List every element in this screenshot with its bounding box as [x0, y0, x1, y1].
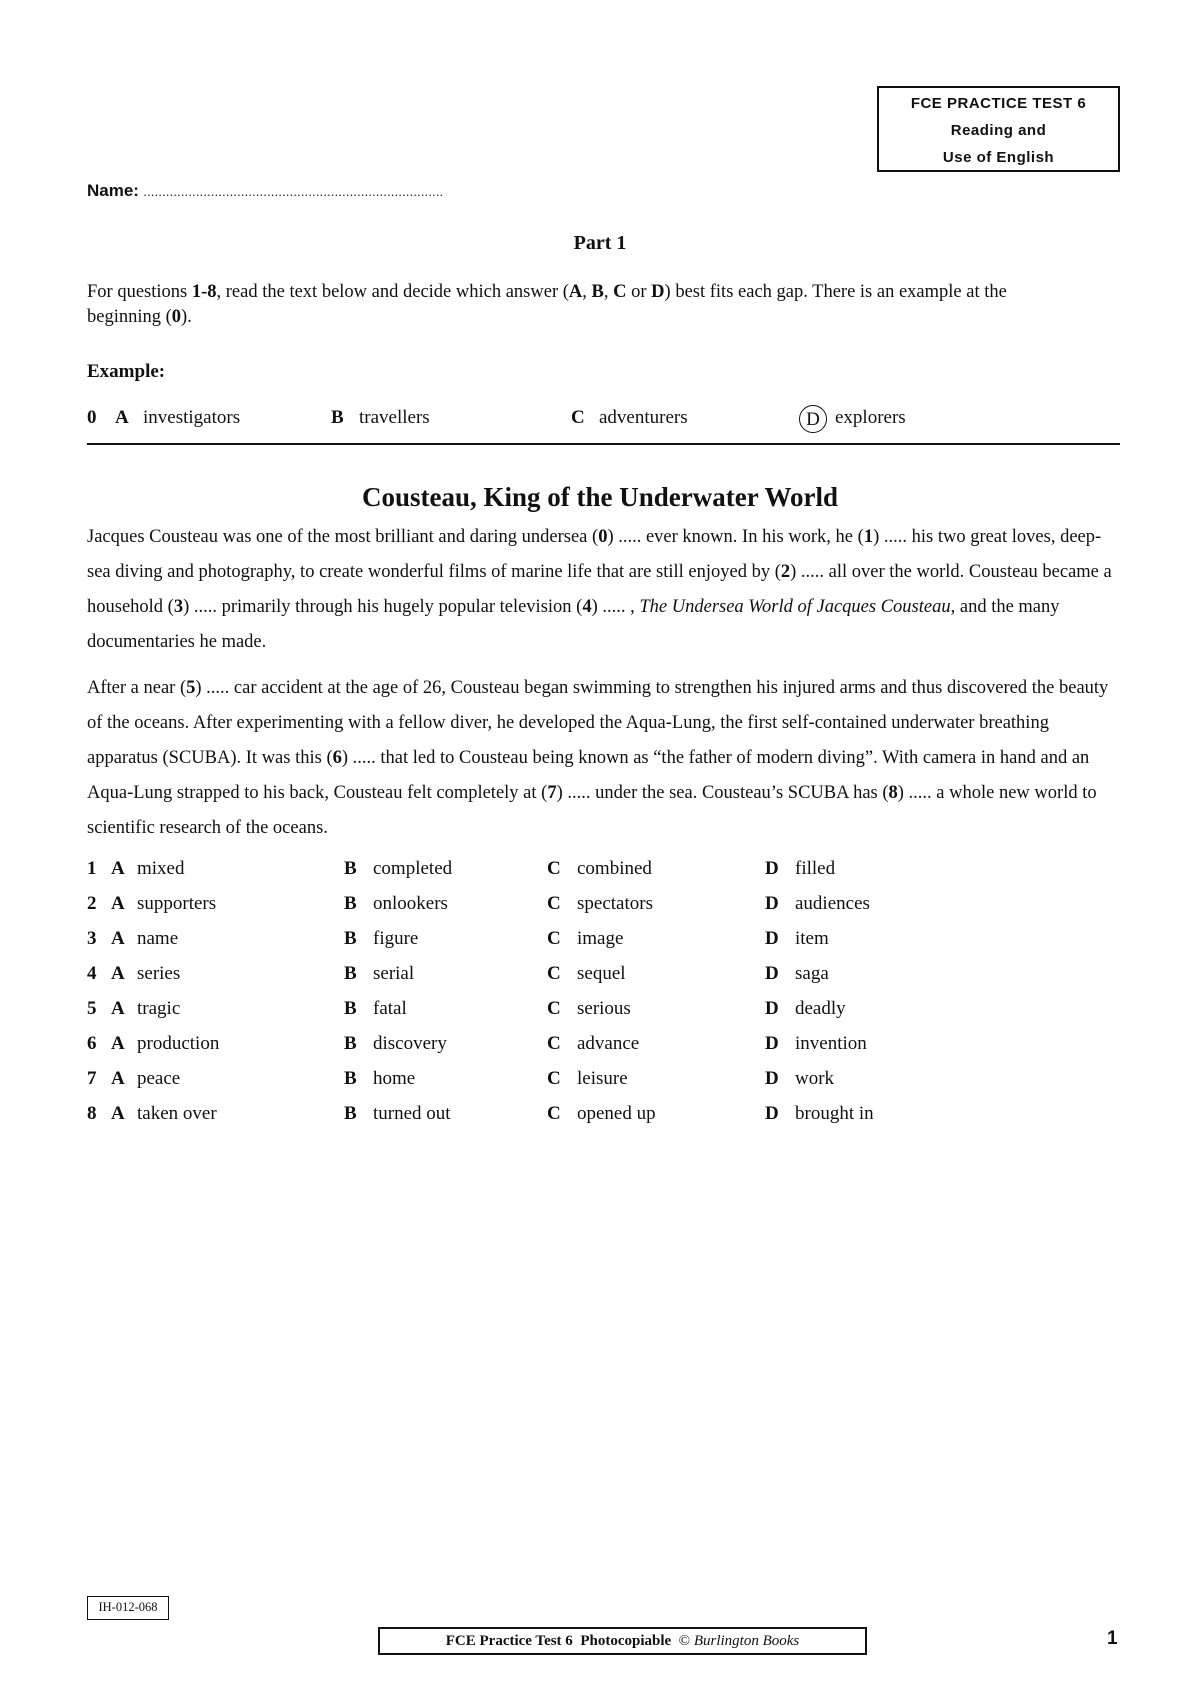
option-letter-d: D	[765, 893, 779, 914]
option-letter-c: C	[547, 893, 561, 914]
question-row	[87, 998, 987, 1033]
show-title: The Undersea World of Jacques Cousteau	[639, 597, 951, 617]
question-number: 5	[87, 998, 97, 1019]
option-d: work	[795, 1068, 835, 1089]
gap-number: 2	[780, 562, 791, 582]
option-letter-a: A	[111, 1068, 125, 1089]
instructions	[87, 280, 1007, 330]
option-letter-b: B	[344, 1103, 357, 1124]
option-b: home	[373, 1068, 416, 1089]
example-number: 0	[87, 407, 97, 428]
option-d: saga	[795, 963, 829, 984]
option-c: spectators	[577, 893, 653, 914]
option-letter-c: C	[547, 928, 561, 949]
gap-number: 6	[332, 748, 342, 768]
name-field[interactable]	[87, 180, 443, 201]
option-c: combined	[577, 858, 652, 879]
option-d: audiences	[795, 893, 870, 914]
test-subtitle-1: Reading and	[950, 122, 1047, 139]
question-row	[87, 1068, 987, 1103]
option-letter-b: B	[344, 1068, 357, 1089]
part-title: Part 1	[573, 232, 627, 254]
instr-text: For questions	[87, 282, 192, 302]
gap-number: 5	[186, 678, 196, 698]
question-number: 4	[87, 963, 97, 984]
question-row	[87, 893, 987, 928]
option-a: name	[137, 928, 179, 949]
option-letter-c: C	[547, 1068, 561, 1089]
instr-letter: A	[568, 282, 583, 302]
option-b: fatal	[373, 998, 407, 1019]
footer-box	[378, 1627, 867, 1655]
document-code: IH-012-068	[87, 1596, 169, 1620]
copyright-icon: ©	[678, 1633, 691, 1649]
option-a: tragic	[137, 998, 181, 1019]
answer-circle: D	[799, 405, 827, 433]
story-text: ) ..... primarily through his hugely popular television (	[183, 597, 583, 617]
example-option-a: investigators	[143, 407, 241, 428]
option-letter-c: C	[547, 1033, 561, 1054]
instr-letter: C	[613, 282, 627, 302]
option-letter-b: B	[344, 1033, 357, 1054]
footer-test-label: FCE Practice Test 6	[445, 1633, 573, 1649]
section-divider	[87, 443, 1120, 445]
name-label: Name:	[87, 181, 139, 200]
instr-letter: D	[651, 282, 665, 302]
option-a: series	[137, 963, 181, 984]
option-c: advance	[577, 1033, 640, 1054]
option-c: serious	[577, 998, 631, 1019]
option-letter-b: B	[344, 963, 357, 984]
gap-number: 4	[582, 597, 592, 617]
option-letter-a: A	[111, 928, 125, 949]
story-text: ) ..... his two great loves, deep-sea diving and photography, to create wonderful films of marine life that are still enjoyed by (	[87, 527, 1102, 582]
test-subtitle-2: Use of English	[942, 149, 1055, 166]
option-letter-b: B	[344, 928, 357, 949]
option-c: sequel	[577, 963, 626, 984]
option-b: serial	[373, 963, 415, 984]
option-a: mixed	[137, 858, 185, 879]
instr-text: ) best fits each gap. There is an example at the beginning (	[87, 282, 1007, 327]
question-row	[87, 1033, 987, 1068]
instr-text: , read the text below and decide which answer (	[216, 282, 569, 302]
question-number: 6	[87, 1033, 97, 1054]
option-a: peace	[137, 1068, 181, 1089]
story-text: ) ..... ever known. In his work, he (	[607, 527, 864, 547]
story-paragraph-1	[87, 520, 1120, 660]
option-b: completed	[373, 858, 453, 879]
story-text: ) ..... car accident at the age of 26, Cousteau began swimming to strengthen his injured arms and thus discovered the beauty of the oceans. After experimenting with a fellow diver, he developed the Aqua-Lung, the first self-contained underwater breathing apparatus (SCUBA). It was this (	[87, 678, 1109, 768]
question-row	[87, 928, 987, 963]
option-letter-c: C	[547, 963, 561, 984]
test-header-box	[877, 86, 1120, 172]
option-a: taken over	[137, 1103, 217, 1124]
option-d: filled	[795, 858, 836, 879]
example-letter-c: C	[571, 407, 585, 428]
option-letter-d: D	[765, 963, 779, 984]
option-letter-a: A	[111, 998, 125, 1019]
question-row	[87, 858, 987, 893]
example-option-c: adventurers	[599, 407, 688, 428]
option-d: deadly	[795, 998, 846, 1019]
story-text: ) ..... that led to Cousteau being known as “the father of modern diving”. With camera in hand and an Aqua-Lung strapped to his back, Cousteau felt completely at (	[87, 748, 1090, 803]
story-text: After a near (	[87, 678, 187, 698]
question-row	[87, 1103, 987, 1138]
story-text: Jacques Cousteau was one of the most brilliant and daring undersea (	[87, 527, 599, 547]
gap-number: 0	[598, 527, 608, 547]
example-answer-d	[799, 407, 827, 433]
option-c: image	[577, 928, 624, 949]
gap-number: 8	[888, 783, 898, 803]
option-letter-a: A	[111, 858, 125, 879]
instr-text: ,	[582, 282, 592, 302]
option-letter-b: B	[344, 998, 357, 1019]
option-letter-c: C	[547, 858, 561, 879]
option-letter-a: A	[111, 893, 125, 914]
option-d: item	[795, 928, 829, 949]
option-letter-d: D	[765, 1033, 779, 1054]
question-number: 3	[87, 928, 97, 949]
option-d: brought in	[795, 1103, 874, 1124]
story-text: ) ..... ,	[591, 597, 640, 617]
story-text: , and the many documentaries he made.	[87, 597, 1060, 652]
example-letter-b: B	[331, 407, 344, 428]
option-a: production	[137, 1033, 220, 1054]
story-title: Cousteau, King of the Underwater World	[361, 482, 838, 512]
question-number: 8	[87, 1103, 97, 1124]
option-a: supporters	[137, 893, 217, 914]
option-c: opened up	[577, 1103, 656, 1124]
option-letter-d: D	[765, 1068, 779, 1089]
option-letter-c: C	[547, 1103, 561, 1124]
story-text: ) ..... all over the world. Cousteau became a household (	[87, 562, 1112, 617]
instr-text: ,	[603, 282, 614, 302]
option-letter-a: A	[111, 963, 125, 984]
option-b: figure	[373, 928, 419, 949]
option-d: invention	[795, 1033, 867, 1054]
instr-range: 1-8	[191, 282, 217, 302]
example-option-b: travellers	[359, 407, 430, 428]
instr-letter: B	[591, 282, 604, 302]
footer-brand: Burlington Books	[693, 1633, 800, 1649]
questions-table	[87, 858, 987, 1138]
example-row	[87, 407, 1120, 437]
question-number: 2	[87, 893, 97, 914]
test-title: FCE PRACTICE TEST 6	[910, 95, 1087, 112]
option-b: onlookers	[373, 893, 448, 914]
option-letter-c: C	[547, 998, 561, 1019]
instr-text: ).	[181, 307, 192, 327]
story-text: ) ..... under the sea. Cousteau’s SCUBA has (	[556, 783, 889, 803]
option-letter-a: A	[111, 1103, 125, 1124]
example-label: Example:	[87, 361, 166, 382]
question-row	[87, 963, 987, 998]
instr-zero: 0	[171, 307, 182, 327]
footer-photocopiable: Photocopiable	[580, 1633, 672, 1649]
gap-number: 7	[547, 783, 557, 803]
story-paragraph-2	[87, 671, 1120, 846]
example-option-d: explorers	[835, 407, 906, 428]
gap-number: 1	[863, 527, 874, 547]
option-letter-d: D	[765, 998, 779, 1019]
question-number: 7	[87, 1068, 97, 1089]
option-b: discovery	[373, 1033, 447, 1054]
story-text: ) ..... a whole new world to scientific research of the oceans.	[87, 783, 1097, 838]
option-letter-d: D	[765, 928, 779, 949]
name-dotted-line[interactable]: ................................................................................	[143, 184, 444, 199]
example-letter-a: A	[115, 407, 129, 428]
option-b: turned out	[373, 1103, 451, 1124]
option-c: leisure	[577, 1068, 628, 1089]
question-number: 1	[87, 858, 97, 879]
option-letter-d: D	[765, 858, 779, 879]
option-letter-d: D	[765, 1103, 779, 1124]
page-number: 1	[1107, 1628, 1118, 1649]
option-letter-b: B	[344, 858, 357, 879]
gap-number: 3	[173, 597, 184, 617]
option-letter-b: B	[344, 893, 357, 914]
instr-text: or	[626, 282, 652, 302]
option-letter-a: A	[111, 1033, 125, 1054]
